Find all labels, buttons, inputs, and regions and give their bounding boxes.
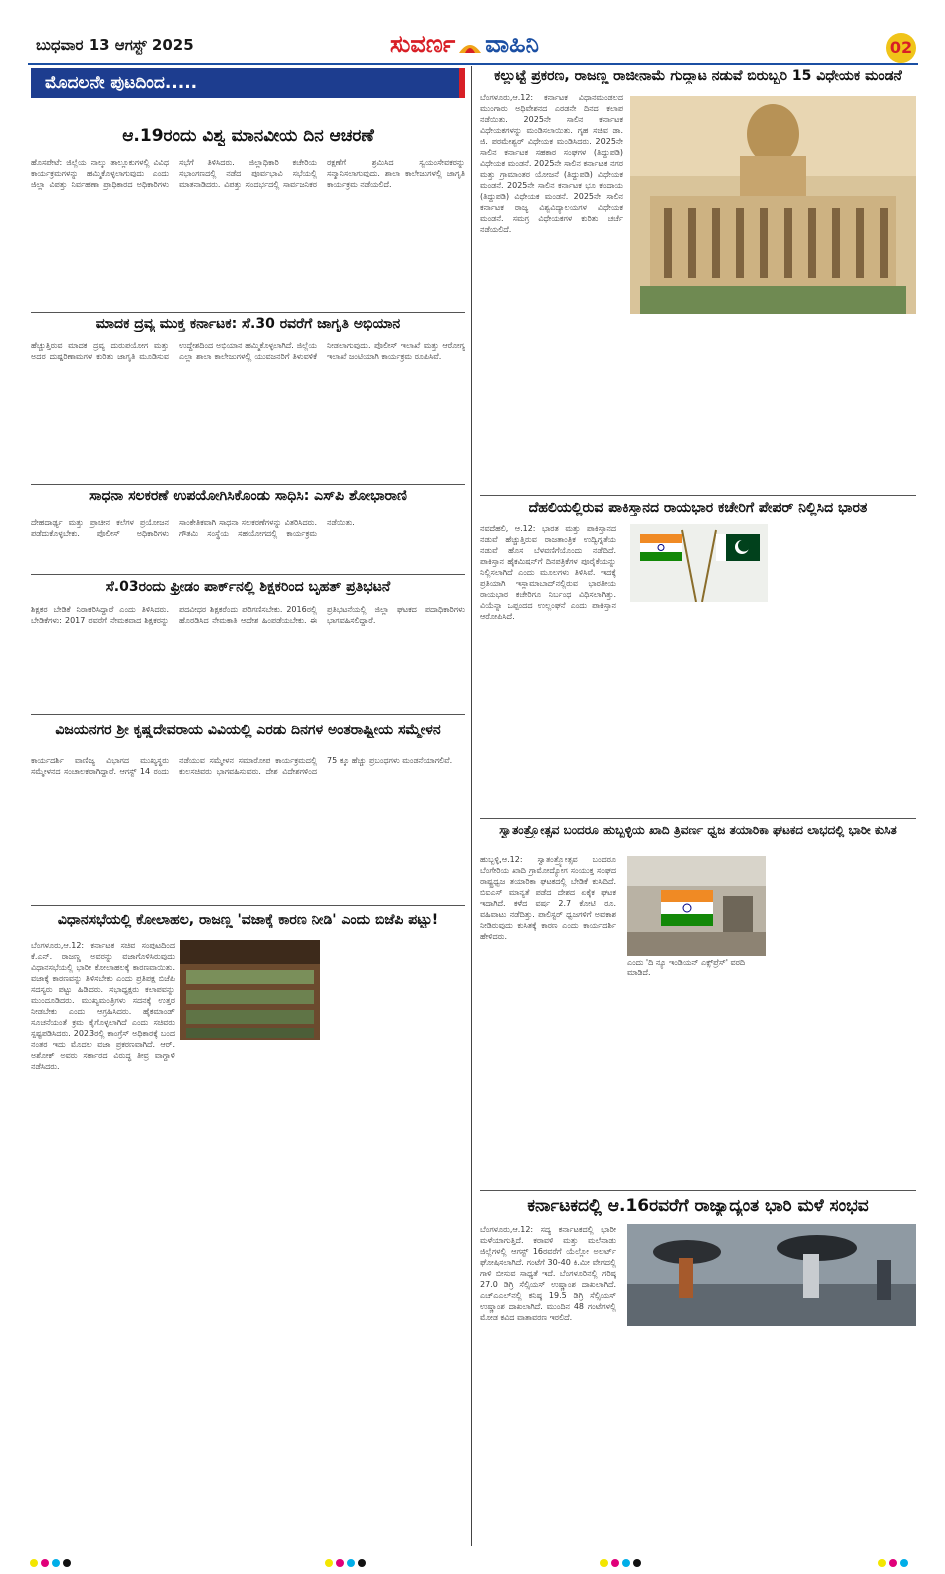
divider [31, 574, 465, 575]
assembly-photo [180, 940, 320, 1040]
story-body-col1: ಹುಬ್ಬಳ್ಳಿ,ಆ.12: ಸ್ವಾತಂತ್ರ್ಯೋತ್ಸವ ಬಂದರೂ ಬೆಂಗೇರಿಯ ಖಾದಿ ಗ್ರಾಮೋದ್ಯೋಗ ಸಂಯುಕ್ತ ಸಂಘದ ರಾಷ್ಟ್ರಧ್ವಜ ತಯಾರಿಕಾ ಘಟಕದಲ್ಲಿ ಬೇಡಿಕೆ ಕುಸಿದಿದೆ. ಬಿಐಎಸ್ ಮಾನ್ಯತೆ ಪಡೆದ ದೇಶದ ಏಕೈಕ ಘಟಕ ಇದಾಗಿದೆ. ಕಳೆದ ವರ್ಷ 2.7 ಕೋಟಿ ರೂ. ವಹಿವಾಟು ನಡೆದಿತ್ತು. ಪಾಲಿಸ್ಟರ್ ಧ್ವಜಗಳಿಗೆ ಅವಕಾಶ ನೀಡಿರುವುದು ಕುಸಿತಕ್ಕೆ ಕಾರಣ ಎಂದು ಕಾರ್ಯದರ್ಶಿ ಹೇಳಿದರು. [480, 855, 616, 941]
story-body-col3 [776, 1332, 916, 1544]
story-body: ಹೆಚ್ಚುತ್ತಿರುವ ಮಾದಕ ದ್ರವ್ಯ ದುರುಪಯೋಗ ಮತ್ತು ಅದರ ದುಷ್ಪರಿಣಾಮಗಳ ಕುರಿತು ಜಾಗೃತಿ ಮೂಡಿಸುವ ಉದ್ದೇಶದಿಂದ ಅಭಿಯಾನ ಹಮ್ಮಿಕೊಳ್ಳಲಾಗಿದೆ. ಜಿಲ್ಲೆಯ ಎಲ್ಲಾ ಶಾಲಾ ಕಾಲೇಜುಗಳಲ್ಲಿ ಯುವಜನರಿಗೆ ತಿಳುವಳಿಕೆ ನೀಡಲಾಗುವುದು. ಪೊಲೀಸ್ ಇಲಾಖೆ ಮತ್ತು ಆರೋಗ್ಯ ಇಲಾಖೆ ಜಂಟಿಯಾಗಿ ಕಾರ್ಯಕ್ರಮ ರೂಪಿಸಿವೆ. [31, 341, 465, 361]
divider [480, 1190, 916, 1191]
story-headline: ದೆಹಲಿಯಲ್ಲಿರುವ ಪಾಕಿಸ್ತಾನದ ರಾಯಭಾರ ಕಚೇರಿಗೆ ಪೇಪರ್ ನಿಲ್ಲಿಸಿದ ಭಾರತ [528, 500, 868, 516]
page-number: 02 [886, 33, 916, 63]
story-body-col3 [325, 940, 465, 1540]
section-tag: ಮೊದಲನೇ ಪುಟದಿಂದ..... [31, 68, 465, 98]
story-body-col2 [627, 980, 766, 1184]
story-body-col1: ಬೆಂಗಳೂರು,ಆ.12: ಸದ್ಯ ಕರ್ನಾಟಕದಲ್ಲಿ ಭಾರೀ ಮಳೆಯಾಗುತ್ತಿದೆ. ಕರಾವಳಿ ಮತ್ತು ಮಲೆನಾಡು ಜಿಲ್ಲೆಗಳಲ್ಲಿ ಆಗಸ್ಟ್ 16ರವರೆಗೆ ಯೆಲ್ಲೋ ಅಲರ್ಟ್ ಘೋಷಿಸಲಾಗಿದೆ. ಗಂಟೆಗೆ 30-40 ಕಿ.ಮೀ ವೇಗದಲ್ಲಿ ಗಾಳಿ ಬೀಸುವ ಸಾಧ್ಯತೆ ಇದೆ. ಬೆಂಗಳೂರಿನಲ್ಲಿ ಗರಿಷ್ಠ 27.0 ಡಿಗ್ರಿ ಸೆಲ್ಸಿಯಸ್ ಉಷ್ಣಾಂಶ ದಾಖಲಾಗಿದೆ. ಎಚ್‌ಎಎಲ್‌ನಲ್ಲಿ ಕನಿಷ್ಠ 19.5 ಡಿಗ್ರಿ ಸೆಲ್ಸಿಯಸ್ ಉಷ್ಣಾಂಶ ದಾಖಲಾಗಿದೆ. ಮುಂದಿನ 48 ಗಂಟೆಗಳಲ್ಲಿ ಮೋಡ ಕವಿದ ವಾತಾವರಣ ಇರಲಿದೆ. [480, 1225, 616, 1322]
story-headline: ಸಾಧನಾ ಸಲಕರಣೆ ಉಪಯೋಗಿಸಿಕೊಂಡು ಸಾಧಿಸಿ: ಎಸ್‌ಪಿ ಶೋಭಾರಾಣಿ [89, 488, 407, 504]
brand-logo [390, 30, 539, 58]
story-headline: ಸೆ.03ರಂದು ಫ್ರೀಡಂ ಪಾರ್ಕ್‌ನಲ್ಲಿ ಶಿಕ್ಷಕರಿಂದ ಬೃಹತ್ ಪ್ರತಿಭಟನೆ [105, 579, 391, 595]
story-body-col1: ನವದೆಹಲಿ, ಆ.12: ಭಾರತ ಮತ್ತು ಪಾಕಿಸ್ತಾನದ ನಡುವೆ ಹೆಚ್ಚುತ್ತಿರುವ ರಾಜತಾಂತ್ರಿಕ ಉದ್ವಿಗ್ನತೆಯ ನಡುವೆ ಹೊಸ ಬೆಳವಣಿಗೆಯೊಂದು ನಡೆದಿದೆ. ಪಾಕಿಸ್ತಾನ ಹೈಕಮಿಷನ್‌ಗೆ ದಿನಪತ್ರಿಕೆಗಳ ಪೂರೈಕೆಯನ್ನು ನಿಲ್ಲಿಸಲಾಗಿದೆ ಎಂದು ಮೂಲಗಳು ತಿಳಿಸಿವೆ. ಇದಕ್ಕೆ ಪ್ರತಿಯಾಗಿ ಇಸ್ಲಾಮಾಬಾದ್‌ನಲ್ಲಿರುವ ಭಾರತೀಯ ರಾಯಭಾರ ಕಚೇರಿಗೂ ನಿರ್ಬಂಧ ವಿಧಿಸಲಾಗಿತ್ತು. ವಿಯೆನ್ನಾ ಒಪ್ಪಂದದ ಉಲ್ಲಂಘನೆ ಎಂದು ಪಾಕಿಸ್ತಾನ ಆರೋಪಿಸಿದೆ. [480, 524, 616, 621]
story-body-col1: ಬೆಂಗಳೂರು,ಆ.12: ಕರ್ನಾಟಕ ವಿಧಾನಮಂಡಲದ ಮುಂಗಾರು ಅಧಿವೇಶನದ ಎರಡನೇ ದಿನದ ಕಲಾಪ ನಡೆಯಿತು. 2025ನೇ ಸಾಲಿನ ಕರ್ನಾಟಕ ವಿಧೇಯಕಗಳನ್ನು ಮಂಡಿಸಲಾಯಿತು. ಗೃಹ ಸಚಿವ ಡಾ. ಜಿ. ಪರಮೇಶ್ವರ್ ವಿಧೇಯಕ ಮಂಡಿಸಿದರು. 2025ನೇ ಸಾಲಿನ ಕರ್ನಾಟಕ ಸಹಕಾರ ಸಂಘಗಳ (ತಿದ್ದುಪಡಿ) ವಿಧೇಯಕ ಮಂಡನೆ. 2025ನೇ ಸಾಲಿನ ಕರ್ನಾಟಕ ನಗರ ಮತ್ತು ಗ್ರಾಮಾಂತರ ಯೋಜನೆ (ತಿದ್ದುಪಡಿ) ವಿಧೇಯಕ ಮಂಡನೆ. 2025ನೇ ಸಾಲಿನ ಕರ್ನಾಟಕ ಭೂ ಕಂದಾಯ (ತಿದ್ದುಪಡಿ) ವಿಧೇಯಕ ಮಂಡನೆ. 2025ನೇ ಸಾಲಿನ ಕರ್ನಾಟಕ ರಾಜ್ಯ ವಿಶ್ವವಿದ್ಯಾಲಯಗಳ ವಿಧೇಯಕ ಮಂಡನೆ. ಸಮಗ್ರ ವಿಧೇಯಕಗಳ ಕುರಿತು ಚರ್ಚೆ ನಡೆಯಲಿದೆ. [480, 93, 623, 234]
story-headline: ಮಾದಕ ದ್ರವ್ಯ ಮುಕ್ತ ಕರ್ನಾಟಕ: ಸೆ.30 ರವರೆಗೆ ಜಾಗೃತಿ ಅಭಿಯಾನ [95, 316, 401, 332]
story-body: ಕಾರ್ಯದರ್ಶಿ ವಾಣಿಜ್ಯ ವಿಭಾಗದ ಮುಖ್ಯಸ್ಥರು ಸಮ್ಮೇಳನದ ಸಂಚಾಲಕರಾಗಿದ್ದಾರೆ. ಆಗಸ್ಟ್ 14 ರಂದು ನಡೆಯುವ ಸಮ್ಮೇಳನ ಸಮಾರೋಪ ಕಾರ್ಯಕ್ರಮದಲ್ಲಿ ಕುಲಸಚಿವರು ಭಾಗವಹಿಸುವರು. ದೇಶ ವಿದೇಶಗಳಿಂದ 75 ಕ್ಕೂ ಹೆಚ್ಚು ಪ್ರಬಂಧಗಳು ಮಂಡನೆಯಾಗಲಿವೆ. [31, 756, 453, 776]
registration-marks-left [30, 1552, 74, 1562]
story-body-col3 [776, 523, 916, 813]
story-body-col3 [776, 854, 916, 1184]
divider [31, 484, 465, 485]
registration-marks-right [600, 1552, 644, 1562]
story-body-col2 [180, 1046, 320, 1540]
divider [31, 714, 465, 715]
story-body: ದೇಹದಾರ್ಢ್ಯ ಮತ್ತು ಪ್ರಾಚೀನ ಕಲೆಗಳ ಪ್ರಯೋಜನ ಪಡೆದುಕೊಳ್ಳಬೇಕು. ಪೊಲೀಸ್ ಅಧಿಕಾರಿಗಳು ಸಾಂಕೇತಿಕವಾಗಿ ಸಾಧನಾ ಸಲಕರಣೆಗಳನ್ನು ವಿತರಿಸಿದರು. ಗೌತಮಿ ಸಂಸ್ಥೆಯ ಸಹಯೋಗದಲ್ಲಿ ಕಾರ್ಯಕ್ರಮ ನಡೆಯಿತು. [31, 518, 355, 538]
masthead [0, 0, 945, 64]
masthead-rule [28, 63, 918, 65]
vidhana-soudha-photo [630, 96, 916, 314]
issue-date: ಬುಧವಾರ 13 ಆಗಸ್ಟ್ 2025 [36, 36, 194, 54]
divider [480, 818, 916, 819]
story-body-col1: ಬೆಂಗಳೂರು,ಆ.12: ಕರ್ನಾಟಕ ಸಚಿವ ಸಂಪುಟದಿಂದ ಕೆ.ಎನ್. ರಾಜಣ್ಣ ಅವರನ್ನು ವಜಾಗೊಳಿಸಿರುವುದು ವಿಧಾನಸಭೆಯಲ್ಲಿ ಭಾರೀ ಕೋಲಾಹಲಕ್ಕೆ ಕಾರಣವಾಯಿತು. ವಜಾಕ್ಕೆ ಕಾರಣವನ್ನು ತಿಳಿಸಬೇಕು ಎಂದು ಪ್ರತಿಪಕ್ಷ ಬಿಜೆಪಿ ಸದಸ್ಯರು ಪಟ್ಟು ಹಿಡಿದರು. ಸಭಾಧ್ಯಕ್ಷರು ಕಲಾಪವನ್ನು ಮುಂದೂಡಿದರು. ಮುಖ್ಯಮಂತ್ರಿಗಳು ಸದನಕ್ಕೆ ಉತ್ತರ ನೀಡಬೇಕು ಎಂದು ಆಗ್ರಹಿಸಿದರು. ಹೈಕಮಾಂಡ್ ಸೂಚನೆಯಂತೆ ಕ್ರಮ ಕೈಗೊಳ್ಳಲಾಗಿದೆ ಎಂದು ಸಚಿವರು ಸ್ಪಷ್ಟಪಡಿಸಿದರು. 2023ರಲ್ಲಿ ಕಾಂಗ್ರೆಸ್ ಅಧಿಕಾರಕ್ಕೆ ಬಂದ ನಂತರ ಇದು ಮೊದಲ ವಜಾ ಪ್ರಕರಣವಾಗಿದೆ. ಆರ್. ಅಶೋಕ್ ಅವರು ಸರ್ಕಾರದ ವಿರುದ್ಧ ತೀವ್ರ ವಾಗ್ದಾಳಿ ನಡೆಸಿದರು. [31, 941, 175, 1071]
story-body-col2 [630, 606, 768, 813]
story-body-col2 [630, 318, 916, 492]
story-headline: ವಿಜಯನಗರ ಶ್ರೀ ಕೃಷ್ಣದೇವರಾಯ ವಿವಿಯಲ್ಲಿ ಎರಡು ದಿನಗಳ ಅಂತರಾಷ್ಟ್ರೀಯ ಸಮ್ಮೇಳನ [55, 722, 441, 738]
registration-marks-center [325, 1552, 369, 1562]
brand-part1: ಸುವರ್ಣ [390, 30, 456, 58]
rain-photo [627, 1224, 916, 1326]
divider [480, 495, 916, 496]
story-body: ಹೊಸಪೇಟೆ: ಜಿಲ್ಲೆಯ ನಾಲ್ಕು ತಾಲ್ಲೂಕುಗಳಲ್ಲಿ ವಿವಿಧ ಕಾರ್ಯಕ್ರಮಗಳನ್ನು ಹಮ್ಮಿಕೊಳ್ಳಲಾಗುವುದು ಎಂದು ಜಿಲ್ಲಾ ವಿಪತ್ತು ನಿರ್ವಹಣಾ ಪ್ರಾಧಿಕಾರದ ಅಧಿಕಾರಿಗಳು ಸಭೆಗೆ ತಿಳಿಸಿದರು. ಜಿಲ್ಲಾಧಿಕಾರಿ ಕಚೇರಿಯ ಸಭಾಂಗಣದಲ್ಲಿ ನಡೆದ ಪೂರ್ವಭಾವಿ ಸಭೆಯಲ್ಲಿ ಮಾತನಾಡಿದರು. ವಿಪತ್ತು ಸಂದರ್ಭದಲ್ಲಿ ಸಾರ್ವಜನಿಕರ ರಕ್ಷಣೆಗೆ ಶ್ರಮಿಸಿದ ಸ್ವಯಂಸೇವಕರನ್ನು ಸನ್ಮಾನಿಸಲಾಗುವುದು. ಶಾಲಾ ಕಾಲೇಜುಗಳಲ್ಲಿ ಜಾಗೃತಿ ಕಾರ್ಯಕ್ರಮ ನಡೆಯಲಿದೆ. [31, 158, 465, 189]
story-body: ಶಿಕ್ಷಕರ ಬೇಡಿಕೆ ನಿರಾಕರಿಸಿದ್ದಾರೆ ಎಂದು ತಿಳಿಸಿದರು. ಬೇಡಿಕೆಗಳು: 2017 ರವರೆಗೆ ನೇಮಕವಾದ ಶಿಕ್ಷಕರನ್ನು ಪದವೀಧರ ಶಿಕ್ಷಕರೆಂದು ಪರಿಗಣಿಸಬೇಕು. 2016ರಲ್ಲಿ ಹೊರಡಿಸಿದ ನೇಮಕಾತಿ ಆದೇಶ ಹಿಂಪಡೆಯಬೇಕು. ಈ ಪ್ರತಿಭಟನೆಯಲ್ಲಿ ಜಿಲ್ಲಾ ಘಟಕದ ಪದಾಧಿಕಾರಿಗಳು ಭಾಗವಹಿಸಲಿದ್ದಾರೆ. [31, 605, 465, 625]
story-headline: ವಿಧಾನಸಭೆಯಲ್ಲಿ ಕೋಲಾಹಲ, ರಾಜಣ್ಣ 'ವಜಾಕ್ಕೆ ಕಾರಣ ನೀಡಿ' ಎಂದು ಬಿಜೆಪಿ ಪಟ್ಟು! [57, 912, 439, 928]
flame-icon [457, 35, 483, 55]
story-body-col2 [627, 1332, 765, 1544]
story-headline: ಆ.19ರಂದು ವಿಶ್ವ ಮಾನವೀಯ ದಿನ ಆಚರಣೆ [122, 126, 374, 146]
story-headline: ಸ್ವಾತಂತ್ರ್ಯೋತ್ಸವ ಬಂದರೂ ಹುಬ್ಬಳ್ಳಿಯ ಖಾದಿ ತ್ರಿವರ್ಣ ಧ್ವಜ ತಯಾರಿಕಾ ಘಟಕದ ಲಾಭದಲ್ಲಿ ಭಾರೀ ಕುಸಿತ [499, 823, 897, 837]
story-headline: ಕಲ್ಲುಟ್ಟೆ ಪ್ರಕರಣ, ರಾಜಣ್ಣ ರಾಜೀನಾಮೆ ಗುದ್ದಾಟ ನಡುವೆ ಬಿರುಬ್ಬರಿ 15 ವಿಧೇಯಕ ಮಂಡನೆ [494, 68, 902, 84]
flag-workshop-photo [627, 856, 766, 956]
brand-part2: ವಾಹಿನಿ [485, 30, 539, 58]
flags-photo [630, 524, 768, 602]
divider [31, 312, 465, 313]
column-divider [471, 66, 472, 1546]
photo-caption: ಎಂದು 'ದಿ ನ್ಯೂ ಇಂಡಿಯನ್ ಎಕ್ಸ್‌ಪ್ರೆಸ್' ವರದಿ ಮಾಡಿದೆ. [627, 958, 745, 977]
divider [31, 905, 465, 906]
story-headline: ಕರ್ನಾಟಕದಲ್ಲಿ ಆ.16ರವರೆಗೆ ರಾಜ್ಯಾದ್ಯಂತ ಭಾರಿ ಮಳೆ ಸಂಭವ [527, 1196, 869, 1216]
registration-marks-far-right [878, 1552, 911, 1562]
